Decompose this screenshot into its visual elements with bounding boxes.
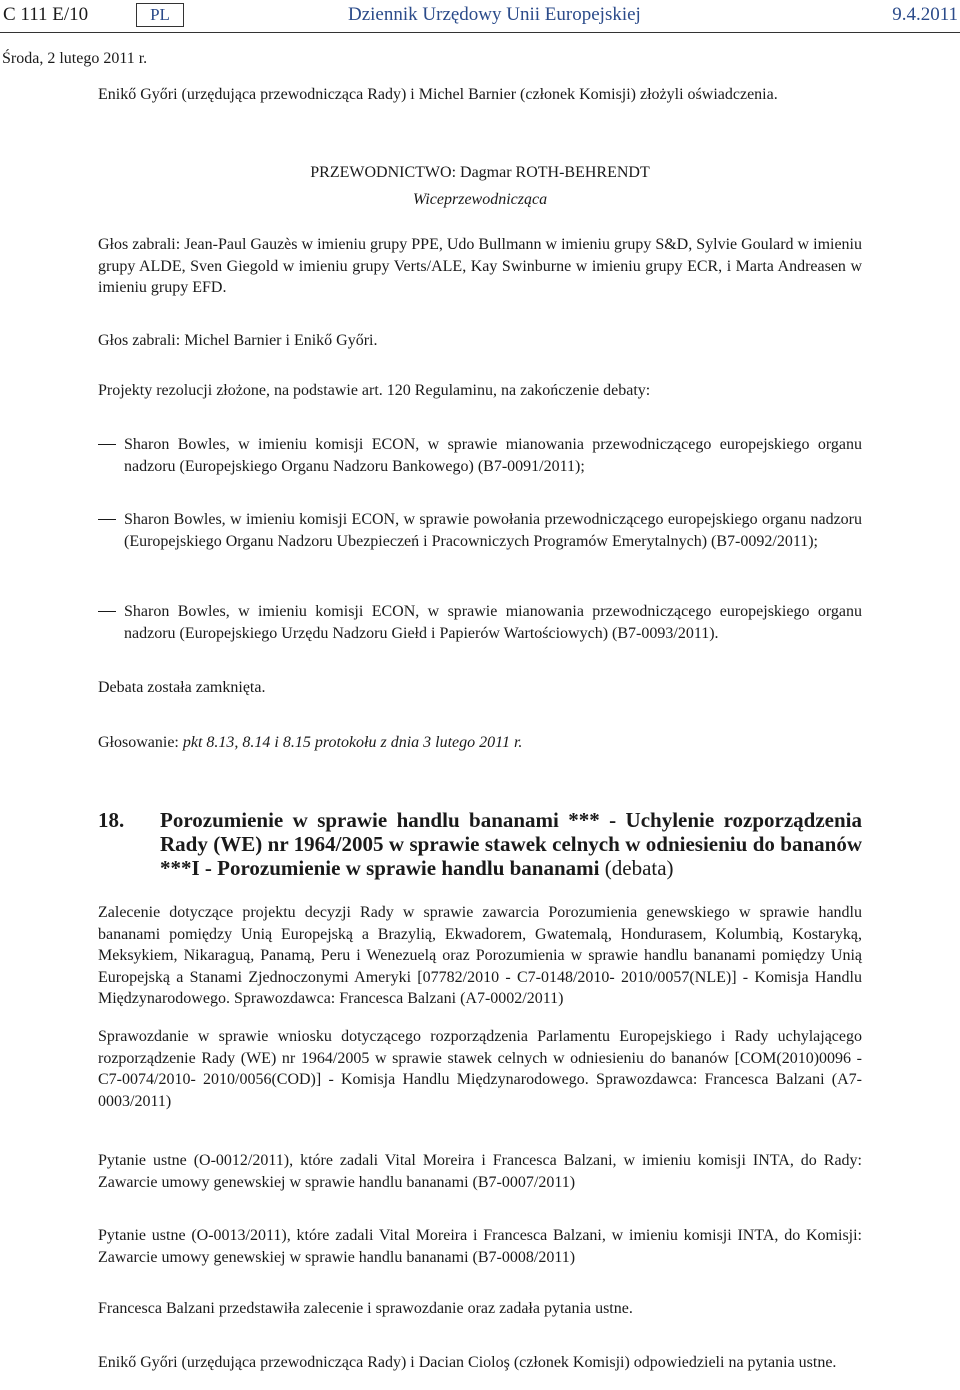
paragraph-answered: Enikő Győri (urzędująca przewodnicząca Rady) i Dacian Cioloş (członek Komisji) odpowiedzieli na pytania ustne.: [98, 1354, 837, 1371]
paragraph-debate-closed: Debata została zamknięta.: [98, 679, 266, 696]
motion-item-3: [98, 601, 862, 644]
motion-text: Sharon Bowles, w imieniu komisji ECON, w sprawie mianowania przewodniczącego europejskiego organu nadzoru (Europejskiego Urzędu Nadzoru Giełd i Papierów Wartościowych) (B7-0093/2011).: [124, 603, 862, 642]
paragraph-motions-intro: Projekty rezolucji złożone, na podstawie art. 120 Regulaminu, na zakończenie debaty:: [98, 382, 651, 399]
chair-role: Wiceprzewodnicząca: [412, 191, 548, 208]
section-heading: [98, 808, 862, 880]
sitting-date: Środa, 2 lutego 2011 r.: [2, 50, 148, 67]
section-title: [160, 808, 862, 880]
paragraph-report: Sprawozdanie w sprawie wniosku dotyczącego rozporządzenia Parlamentu Europejskiego i Rady uchylającego rozporządzenie Rady (WE) nr 1964/2005 w sprawie stawek celnych w odniesieniu do bananów [COM(2010)0096 - C7-0074/2010- 2010/0056(COD)] - Komisja Handlu Międzynarodowego. Sprawozdawca: Francesca Balzani (A7-0003/2011): [98, 1028, 862, 1110]
paragraph-recommendation: Zalecenie dotyczące projektu decyzji Rady w sprawie zawarcia Porozumienia genewskiego w sprawie handlu bananami pomiędzy Unią Europejską a Brazylią, Ekwadorem, Gwatemalą, Hondurasem, Kolumbią, Kostaryką, Meksykiem, Nikaraguą, Panamą, Peru i Wenezuelą oraz Porozumienia w sprawie handlu bananami pomiędzy Unią Europejską a Stanami Zjednoczonymi Ameryki [07782/2010 - C7-0148/2010- 2010/0057(NLE)] - Komisja Handlu Międzynarodowego. Sprawozdawca: Francesca Balzani (A7-0002/2011): [98, 904, 862, 1007]
section-title-bold: Porozumienie w sprawie handlu bananami *** - Uchylenie rozporządzenia Rady (WE) nr 1964/2005 w sprawie stawek celnych w odniesieniu do bananów ***I - Porozumienie w sprawie handlu bananami: [160, 808, 862, 880]
chair-line: PRZEWODNICTWO: Dagmar ROTH-BEHRENDT: [310, 164, 650, 181]
motion-item-2: [98, 509, 862, 552]
paragraph-vote: [98, 732, 862, 754]
paragraph-statements: Enikő Győri (urzędująca przewodnicząca Rady) i Michel Barnier (członek Komisji) złożyli oświadczenia.: [98, 86, 778, 103]
paragraph-oral-question-1: Pytanie ustne (O-0012/2011), które zadali Vital Moreira i Francesca Balzani, w imieniu komisji INTA, do Rady: Zawarcie umowy genewskiej w sprawie handlu bananami (B7-0007/2011): [98, 1152, 862, 1191]
motion-text: Sharon Bowles, w imieniu komisji ECON, w sprawie mianowania przewodniczącego europejskiego organu nadzoru (Europejskiego Organu Nadzoru Bankowego) (B7-0091/2011);: [124, 436, 862, 475]
journal-reference: C 111 E/10: [3, 4, 89, 25]
journal-title: Dziennik Urzędowy Unii Europejskiej: [348, 4, 641, 25]
language-badge: PL: [136, 3, 184, 27]
paragraph-oral-question-2: Pytanie ustne (O-0013/2011), które zadali Vital Moreira i Francesca Balzani, w imieniu komisji INTA, do Komisji: Zawarcie umowy genewskiej w sprawie handlu bananami (B7-0008/2011): [98, 1227, 862, 1266]
header-divider: [0, 32, 960, 33]
paragraph-speakers-1: Głos zabrali: Jean-Paul Gauzès w imieniu grupy PPE, Udo Bullmann w imieniu grupy S&D, Sylvie Goulard w imieniu grupy ALDE, Sven Giegold w imieniu grupy Verts/ALE, Kay Swinburne w imieniu grupy ECR, i Marta Andreasen w imieniu grupy EFD.: [98, 236, 862, 296]
motion-text: Sharon Bowles, w imieniu komisji ECON, w sprawie powołania przewodniczącego europejskiego organu nadzoru (Europejskiego Organu Nadzoru Ubezpieczeń i Pracowniczych Programów Emerytalnych) (B7-0092/2011);: [124, 511, 862, 550]
paragraph-speakers-2: Głos zabrali: Michel Barnier i Enikő Győri.: [98, 332, 378, 349]
paragraph-presented: Francesca Balzani przedstawiła zalecenie i sprawozdanie oraz zadała pytania ustne.: [98, 1300, 633, 1317]
page-header: [0, 2, 960, 28]
vote-reference: pkt 8.13, 8.14 i 8.15 protokołu z dnia 3 lutego 2011 r.: [182, 734, 523, 751]
section-title-suffix: (debata): [599, 856, 674, 880]
section-number: 18.: [98, 808, 125, 832]
motion-item-1: [98, 434, 862, 477]
vote-label: Głosowanie:: [98, 734, 183, 751]
publication-date: 9.4.2011: [892, 4, 958, 25]
